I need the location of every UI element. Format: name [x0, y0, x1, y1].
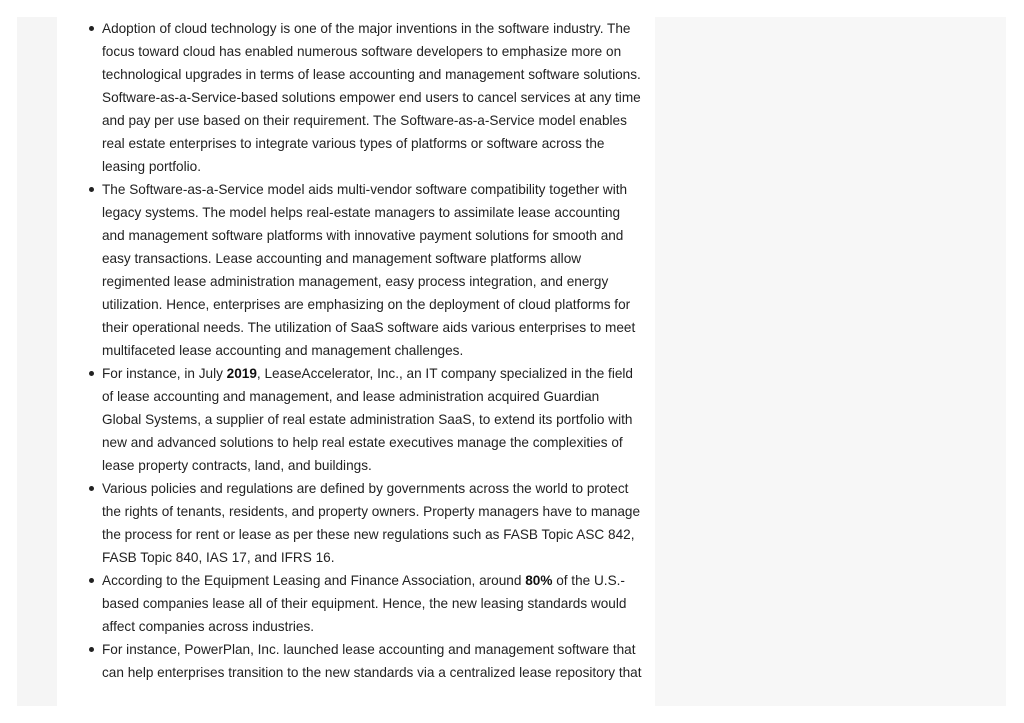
right-sidebar — [655, 17, 1006, 706]
bullet-text-tail: of the U.S.-based companies lease all of their equipment. Hence, the new leasing standards would affect companies across industries. — [102, 573, 627, 634]
bullet-text: The Software-as-a-Service model aids multi-vendor software compatibility together with legacy systems. The model helps real-estate managers to assimilate lease accounting and management software platforms with innovative payment solutions for smooth and easy transactions. Lease accounting and management software platforms allow regimented lease administration management, easy process integration, and energy utilization. Hence, enterprises are emphasizing on the deployment of cloud platforms for their operational needs. The utilization of SaaS software aids various enterprises to meet multifaceted lease accounting and management challenges. — [102, 182, 636, 358]
bullet-bold: 80% — [525, 573, 553, 588]
bullet-bold: 2019 — [226, 366, 257, 381]
bullet-text: Adoption of cloud technology is one of the major inventions in the software industry. The focus toward cloud has enabled numerous software developers to emphasize more on technological upgrades in terms of lease accounting and management software solutions. Software-as-a-Service-based solutions empower end users to cancel services at any time and pay per use based on their requirement. The Software-as-a-Service model enables real estate enterprises to integrate various types of platforms or software across the leasing portfolio. — [102, 21, 641, 174]
bullet-text: For instance, PowerPlan, Inc. launched lease accounting and management software that can help enterprises transition to the new standards via a centralized lease repository that — [102, 642, 642, 680]
bullet-list — [57, 17, 655, 684]
bullet-text: Various policies and regulations are defined by governments across the world to protect the rights of tenants, residents, and property owners. Property managers have to manage the process for rent or lease as per these new regulations such as FASB Topic ASC 842, FASB Topic 840, IAS 17, and IFRS 16. — [102, 481, 641, 565]
list-item — [102, 569, 642, 638]
list-item — [102, 477, 642, 569]
bullet-text: For instance, in July — [102, 366, 227, 381]
list-item — [102, 638, 642, 684]
list-item — [102, 17, 642, 178]
list-item — [102, 178, 642, 362]
left-gutter — [17, 17, 57, 706]
list-item — [102, 362, 642, 477]
bullet-text: According to the Equipment Leasing and Finance Association, around — [102, 573, 526, 588]
article-content — [57, 17, 655, 706]
bullet-text-tail: , LeaseAccelerator, Inc., an IT company specialized in the field of lease accounting and management, and lease administration acquired Guardian Global Systems, a supplier of real estate administration SaaS, to extend its portfolio with new and advanced solutions to help real estate executives manage the complexities of lease property contracts, land, and buildings. — [102, 366, 633, 473]
